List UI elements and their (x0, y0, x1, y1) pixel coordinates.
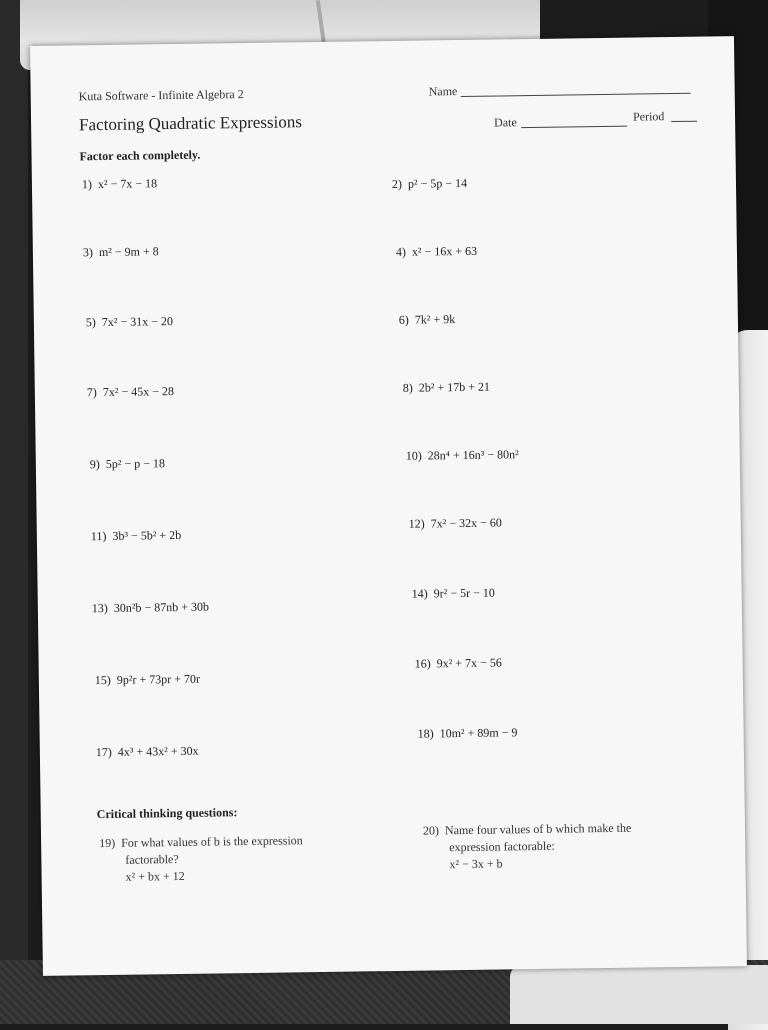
critical-thinking-heading: Critical thinking questions: (96, 805, 238, 822)
problem-10 (406, 447, 519, 464)
problem-expression: x² − 7x − 18 (97, 176, 158, 192)
problem-number: 10) (405, 448, 422, 463)
problem-number: 1) (81, 177, 93, 192)
problem-17 (96, 744, 199, 760)
instructions: Factor each completely. (79, 147, 201, 164)
question-text-line1: For what values of b is the expression (121, 833, 303, 850)
problem-7 (87, 384, 174, 400)
problem-number: 12) (408, 516, 425, 531)
problem-expression: 28n⁴ + 16n³ − 80n² (427, 447, 519, 463)
problem-expression: 7k² + 9k (414, 312, 456, 327)
problem-number: 5) (85, 315, 96, 330)
problem-number: 15) (94, 672, 111, 688)
problem-expression: 30n²b − 87nb + 30b (113, 599, 210, 615)
problem-expression: 9r² − 5r − 10 (433, 585, 495, 601)
problem-expression: 4x³ + 43x² + 30x (117, 743, 199, 759)
question-expression: x² + bx + 12 (125, 868, 185, 884)
problem-4 (396, 244, 477, 260)
question-20 (423, 820, 632, 874)
problem-number: 4) (395, 244, 407, 259)
name-field[interactable] (461, 93, 691, 97)
problem-number: 6) (398, 312, 409, 327)
problem-number: 13) (91, 600, 108, 616)
problem-11 (91, 528, 181, 544)
problem-expression: p² − 5p − 14 (407, 175, 468, 191)
problem-13 (92, 600, 209, 617)
problem-expression: 2b² + 17b + 21 (418, 379, 491, 395)
header-source: Kuta Software - Infinite Algebra 2 (78, 87, 244, 104)
question-text-line2: factorable? (125, 852, 179, 867)
worksheet-title: Factoring Quadratic Expressions (78, 112, 303, 135)
background-bottom-fabric (510, 965, 768, 1024)
problem-number: 3) (82, 245, 93, 260)
period-field[interactable] (671, 121, 697, 122)
worksheet-paper (30, 36, 747, 976)
problem-number: 14) (411, 586, 428, 601)
problem-number: 11) (90, 528, 107, 544)
problem-8 (403, 380, 490, 396)
problem-5 (86, 314, 173, 330)
problem-expression: 3b³ − 5b² + 2b (112, 527, 182, 543)
problem-6 (399, 312, 456, 328)
problem-number: 17) (95, 744, 112, 760)
problem-14 (412, 586, 495, 602)
problem-1 (82, 176, 157, 192)
problem-expression: 7x² − 32x − 60 (430, 515, 502, 531)
name-label: Name (428, 84, 458, 99)
problem-expression: m² − 9m + 8 (98, 244, 159, 260)
problem-3 (83, 244, 159, 260)
problem-18 (418, 725, 518, 741)
problem-16 (415, 655, 502, 671)
problem-expression: 10m² + 89m − 9 (439, 725, 518, 741)
problem-expression: x² − 16x + 63 (411, 243, 478, 259)
problem-number: 7) (86, 385, 97, 400)
question-expression: x² − 3x + b (449, 856, 503, 872)
problem-number: 18) (417, 726, 434, 741)
problem-number: 9) (89, 457, 100, 472)
question-number: 20) (422, 823, 440, 838)
problem-2 (392, 176, 467, 192)
problem-15 (95, 672, 200, 688)
problem-number: 8) (402, 380, 413, 395)
question-text-line1: Name four values of b which make the (444, 820, 632, 838)
problem-expression: 7x² − 31x − 20 (101, 314, 174, 330)
problem-expression: 9p²r + 73pr + 70r (116, 671, 201, 687)
question-number: 19) (99, 835, 116, 851)
problem-expression: 7x² − 45x − 28 (102, 384, 175, 400)
question-text-line2: expression factorable: (449, 838, 555, 855)
problem-number: 2) (391, 176, 403, 191)
problem-number: 16) (414, 656, 431, 671)
problem-expression: 5p² − p − 18 (105, 456, 166, 471)
problem-9 (90, 456, 165, 472)
period-label: Period (632, 109, 665, 124)
date-field[interactable] (521, 126, 627, 128)
problem-expression: 9x² + 7x − 56 (436, 655, 502, 671)
question-19 (99, 832, 303, 886)
date-label: Date (494, 115, 517, 130)
background-left (0, 0, 28, 1024)
problem-12 (409, 515, 502, 531)
